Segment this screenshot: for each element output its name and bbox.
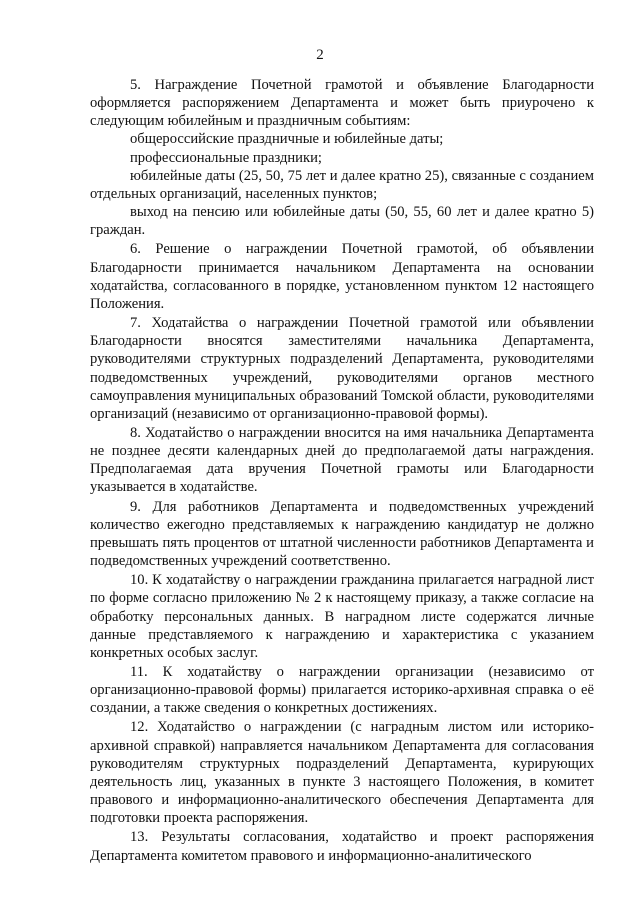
paragraph-item-13: 13. Результаты согласования, ходатайство и проект распоряжения Департамента комитетом правового и информационно-аналитического [90, 829, 594, 864]
list-item-federal-holidays: общероссийские праздничные и юбилейные даты; [130, 131, 444, 148]
list-item-organization-anniversaries: юбилейные даты (25, 50, 75 лет и далее кратно 25), связанные с созданием отдельных организаций, населенных пунктов; [90, 167, 594, 202]
paragraph-item-8: 8. Ходатайство о награждении вносится на имя начальника Департамента не позднее десяти календарных дней до предполагаемой даты награждения. Предполагаемая дата вручения Почетной грамоты или Благодарности указывается в ходатайстве. [90, 424, 594, 496]
paragraph-item-11: 11. К ходатайству о награждении организации (независимо от организационно-правовой формы) прилагается историко-архивная справка о её создании, а также сведения о конкретных достижениях. [90, 664, 594, 717]
document-body [90, 76, 594, 865]
paragraph-item-12: 12. Ходатайство о награждении (с наградным листом или историко-архивной справкой) направляется начальником Департамента для согласования руководителям структурных подразделений Департамента, курирующих деятельность лиц, указанных в пункте 3 настоящего Положения, в комитет правового и информационно-аналитического обеспечения Департамента для подготовки проекта распоряжения. [90, 719, 594, 827]
paragraph-item-5: 5. Награждение Почетной грамотой и объявление Благодарности оформляется распоряжением Департамента и может быть приурочено к следующим юбилейным и праздничным событиям: [90, 77, 594, 130]
list-item-retirement: выход на пенсию или юбилейные даты (50, 55, 60 лет и далее кратно 5) граждан. [90, 204, 594, 239]
page-number: 2 [316, 47, 324, 63]
list-item-professional-holidays: профессиональные праздники; [130, 149, 322, 166]
paragraph-item-9: 9. Для работников Департамента и подведомственных учреждений количество ежегодно представляемых к награждению кандидатур не должно превышать пять процентов от штатной численности работников Департамента и подведомственных учреждений соответственно. [90, 498, 594, 570]
paragraph-item-7: 7. Ходатайства о награждении Почетной грамотой или объявлении Благодарности вносятся заместителями начальника Департамента, руководителями структурных подразделений Департамента, руководителями подведомственных учреждений, руководителями органов местного самоуправления муниципальных образований Томской области, руководителями организаций (независимо от организационно-правовой формы). [90, 315, 594, 422]
paragraph-item-10: 10. К ходатайству о награждении гражданина прилагается наградной лист по форме согласно приложению № 2 к настоящему приказу, а также согласие на обработку персональных данных. В наградном листе содержатся личные данные представляемого к награждению и характеристика с указанием конкретных особых заслуг. [90, 572, 594, 661]
paragraph-item-6: 6. Решение о награждении Почетной грамотой, об объявлении Благодарности принимается начальником Департамента на основании ходатайства, согласованного в порядке, установленном пунктом 12 настоящего Положения. [90, 241, 594, 312]
